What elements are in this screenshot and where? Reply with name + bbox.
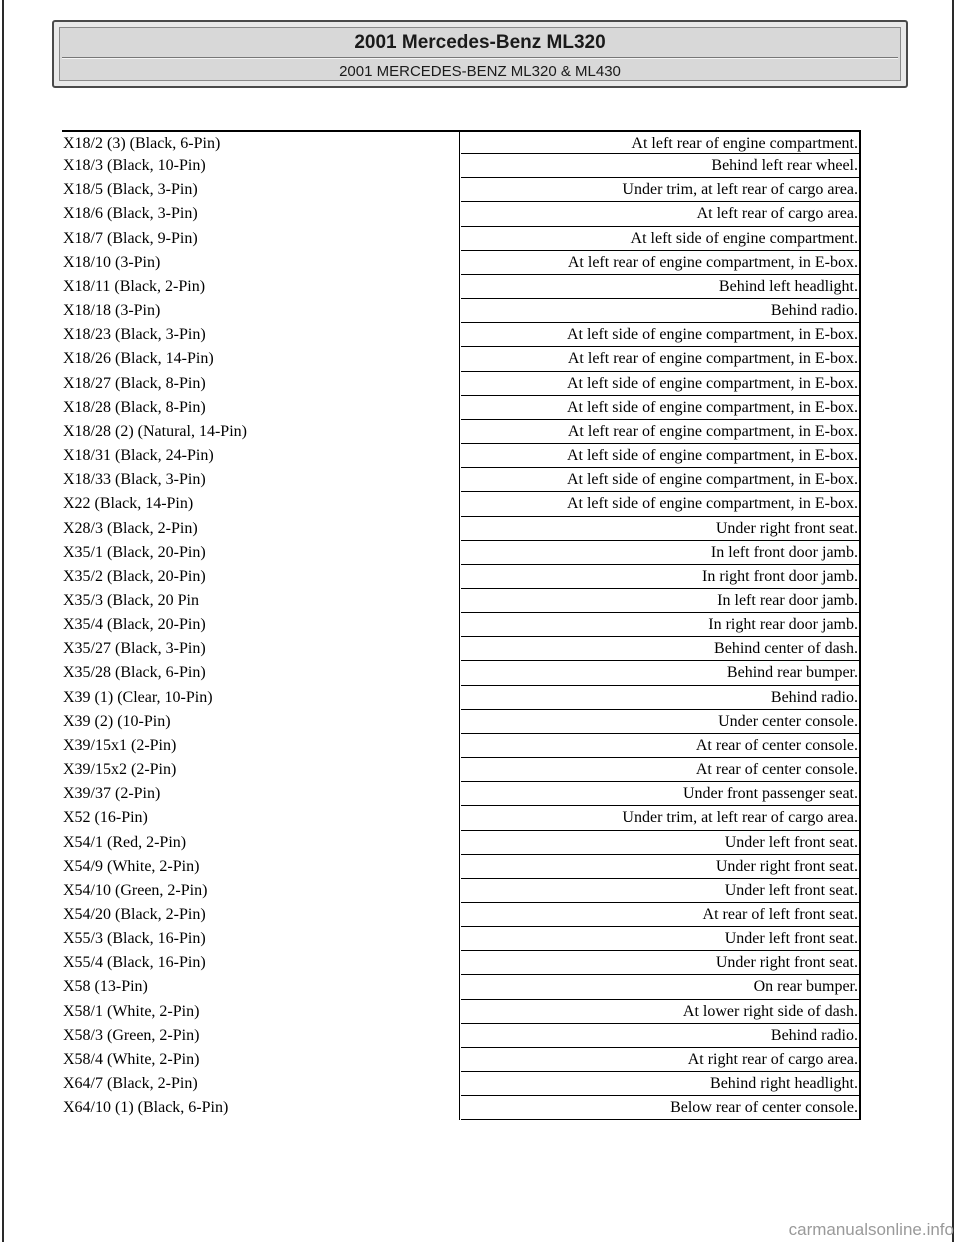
connector-cell: X54/10 (Green, 2-Pin) bbox=[62, 879, 460, 903]
connector-cell: X18/23 (Black, 3-Pin) bbox=[62, 323, 460, 347]
connector-cell: X54/1 (Red, 2-Pin) bbox=[62, 831, 460, 855]
connector-cell: X52 (16-Pin) bbox=[62, 806, 460, 830]
location-cell: At rear of left front seat. bbox=[461, 903, 861, 927]
connector-cell: X35/3 (Black, 20 Pin bbox=[62, 589, 460, 613]
location-cell: At left side of engine compartment, in E-box. bbox=[461, 396, 861, 420]
table-row bbox=[62, 468, 861, 492]
table-row bbox=[62, 613, 861, 637]
location-cell: At left rear of engine compartment, in E-box. bbox=[461, 420, 861, 444]
location-cell: Behind center of dash. bbox=[461, 637, 861, 661]
connector-cell: X64/7 (Black, 2-Pin) bbox=[62, 1072, 460, 1096]
location-cell: Below rear of center console. bbox=[461, 1096, 861, 1120]
table-row bbox=[62, 879, 861, 903]
location-cell: At left rear of cargo area. bbox=[461, 202, 861, 226]
connector-cell: X39 (2) (10-Pin) bbox=[62, 710, 460, 734]
connector-cell: X35/27 (Black, 3-Pin) bbox=[62, 637, 460, 661]
connector-cell: X39/15x2 (2-Pin) bbox=[62, 758, 460, 782]
connector-cell: X58/1 (White, 2-Pin) bbox=[62, 1000, 460, 1024]
connector-cell: X18/3 (Black, 10-Pin) bbox=[62, 154, 460, 178]
connector-cell: X18/27 (Black, 8-Pin) bbox=[62, 372, 460, 396]
table-row bbox=[62, 275, 861, 299]
table-row bbox=[62, 130, 861, 154]
document-subtitle: 2001 MERCEDES-BENZ ML320 & ML430 bbox=[339, 63, 621, 80]
table-row bbox=[62, 1072, 861, 1096]
location-cell: At left rear of engine compartment, in E-box. bbox=[461, 251, 861, 275]
table-row bbox=[62, 1000, 861, 1024]
location-cell: Behind right headlight. bbox=[461, 1072, 861, 1096]
location-cell: In left rear door jamb. bbox=[461, 589, 861, 613]
connector-cell: X39/37 (2-Pin) bbox=[62, 782, 460, 806]
connector-cell: X54/9 (White, 2-Pin) bbox=[62, 855, 460, 879]
connector-cell: X18/2 (3) (Black, 6-Pin) bbox=[62, 132, 460, 154]
location-cell: Under right front seat. bbox=[461, 517, 861, 541]
location-cell: In right rear door jamb. bbox=[461, 613, 861, 637]
connector-cell: X58/3 (Green, 2-Pin) bbox=[62, 1024, 460, 1048]
location-cell: Behind left headlight. bbox=[461, 275, 861, 299]
connector-cell: X18/5 (Black, 3-Pin) bbox=[62, 178, 460, 202]
connector-cell: X35/28 (Black, 6-Pin) bbox=[62, 661, 460, 685]
table-row bbox=[62, 323, 861, 347]
table-row bbox=[62, 686, 861, 710]
location-cell: Behind radio. bbox=[461, 299, 861, 323]
connector-cell: X18/28 (2) (Natural, 14-Pin) bbox=[62, 420, 460, 444]
connector-cell: X39/15x1 (2-Pin) bbox=[62, 734, 460, 758]
location-cell: At left side of engine compartment, in E-box. bbox=[461, 444, 861, 468]
location-cell: At rear of center console. bbox=[461, 758, 861, 782]
connector-cell: X39 (1) (Clear, 10-Pin) bbox=[62, 686, 460, 710]
connector-cell: X55/4 (Black, 16-Pin) bbox=[62, 951, 460, 975]
table-row bbox=[62, 661, 861, 685]
connector-cell: X55/3 (Black, 16-Pin) bbox=[62, 927, 460, 951]
connector-cell: X18/26 (Black, 14-Pin) bbox=[62, 347, 460, 371]
table-row bbox=[62, 178, 861, 202]
connector-cell: X18/6 (Black, 3-Pin) bbox=[62, 202, 460, 226]
table-row bbox=[62, 347, 861, 371]
table-row bbox=[62, 806, 861, 830]
location-cell: On rear bumper. bbox=[461, 975, 861, 999]
connector-cell: X18/18 (3-Pin) bbox=[62, 299, 460, 323]
table-row bbox=[62, 517, 861, 541]
table-row bbox=[62, 492, 861, 516]
table-row bbox=[62, 855, 861, 879]
location-cell: At left rear of engine compartment. bbox=[461, 132, 861, 154]
page-header-inner bbox=[59, 27, 901, 81]
location-cell: In right front door jamb. bbox=[461, 565, 861, 589]
location-cell: Under center console. bbox=[461, 710, 861, 734]
table-row bbox=[62, 420, 861, 444]
table-row bbox=[62, 299, 861, 323]
location-cell: At left rear of engine compartment, in E-box. bbox=[461, 347, 861, 371]
table-row bbox=[62, 251, 861, 275]
location-cell: At left side of engine compartment. bbox=[461, 227, 861, 251]
location-cell: At left side of engine compartment, in E-box. bbox=[461, 323, 861, 347]
location-cell: At left side of engine compartment, in E-box. bbox=[461, 468, 861, 492]
table-row bbox=[62, 637, 861, 661]
table-row bbox=[62, 541, 861, 565]
table-row bbox=[62, 1024, 861, 1048]
location-cell: Under trim, at left rear of cargo area. bbox=[461, 806, 861, 830]
location-cell: Behind radio. bbox=[461, 1024, 861, 1048]
page-header bbox=[52, 20, 908, 88]
connector-cell: X22 (Black, 14-Pin) bbox=[62, 492, 460, 516]
location-cell: Under left front seat. bbox=[461, 927, 861, 951]
connector-cell: X18/7 (Black, 9-Pin) bbox=[62, 227, 460, 251]
header-divider bbox=[62, 57, 898, 59]
location-cell: Under left front seat. bbox=[461, 831, 861, 855]
table-row bbox=[62, 903, 861, 927]
location-cell: Behind left rear wheel. bbox=[461, 154, 861, 178]
connector-cell: X18/31 (Black, 24-Pin) bbox=[62, 444, 460, 468]
table-row bbox=[62, 372, 861, 396]
connector-cell: X58/4 (White, 2-Pin) bbox=[62, 1048, 460, 1072]
connector-cell: X64/10 (1) (Black, 6-Pin) bbox=[62, 1096, 460, 1120]
table-row bbox=[62, 154, 861, 178]
table-row bbox=[62, 1048, 861, 1072]
location-cell: In left front door jamb. bbox=[461, 541, 861, 565]
table-row bbox=[62, 782, 861, 806]
connector-cell: X35/1 (Black, 20-Pin) bbox=[62, 541, 460, 565]
table-row bbox=[62, 396, 861, 420]
document-title: 2001 Mercedes-Benz ML320 bbox=[354, 32, 606, 53]
table-row bbox=[62, 927, 861, 951]
connector-cell: X18/11 (Black, 2-Pin) bbox=[62, 275, 460, 299]
table-row bbox=[62, 951, 861, 975]
table-row bbox=[62, 227, 861, 251]
table-row bbox=[62, 565, 861, 589]
connector-cell: X35/2 (Black, 20-Pin) bbox=[62, 565, 460, 589]
connector-cell: X54/20 (Black, 2-Pin) bbox=[62, 903, 460, 927]
location-cell: At rear of center console. bbox=[461, 734, 861, 758]
table-row bbox=[62, 589, 861, 613]
location-cell: Under left front seat. bbox=[461, 879, 861, 903]
location-cell: At lower right side of dash. bbox=[461, 1000, 861, 1024]
location-cell: Under front passenger seat. bbox=[461, 782, 861, 806]
table-row bbox=[62, 1096, 861, 1120]
connector-cell: X28/3 (Black, 2-Pin) bbox=[62, 517, 460, 541]
connector-cell: X18/33 (Black, 3-Pin) bbox=[62, 468, 460, 492]
connector-cell: X35/4 (Black, 20-Pin) bbox=[62, 613, 460, 637]
site-watermark: carmanualsonline.info bbox=[788, 1220, 954, 1239]
table-row bbox=[62, 710, 861, 734]
location-cell: At left side of engine compartment, in E-box. bbox=[461, 372, 861, 396]
table-row bbox=[62, 975, 861, 999]
table-row bbox=[62, 831, 861, 855]
location-cell: Under trim, at left rear of cargo area. bbox=[461, 178, 861, 202]
table-row bbox=[62, 202, 861, 226]
table-row bbox=[62, 758, 861, 782]
location-cell: At left side of engine compartment, in E-box. bbox=[461, 492, 861, 516]
connector-location-table bbox=[62, 130, 861, 1120]
location-cell: Behind rear bumper. bbox=[461, 661, 861, 685]
connector-cell: X18/10 (3-Pin) bbox=[62, 251, 460, 275]
connector-cell: X58 (13-Pin) bbox=[62, 975, 460, 999]
location-cell: At right rear of cargo area. bbox=[461, 1048, 861, 1072]
connector-cell: X18/28 (Black, 8-Pin) bbox=[62, 396, 460, 420]
table-row bbox=[62, 734, 861, 758]
location-cell: Under right front seat. bbox=[461, 855, 861, 879]
table-row bbox=[62, 444, 861, 468]
location-cell: Under right front seat. bbox=[461, 951, 861, 975]
location-cell: Behind radio. bbox=[461, 686, 861, 710]
